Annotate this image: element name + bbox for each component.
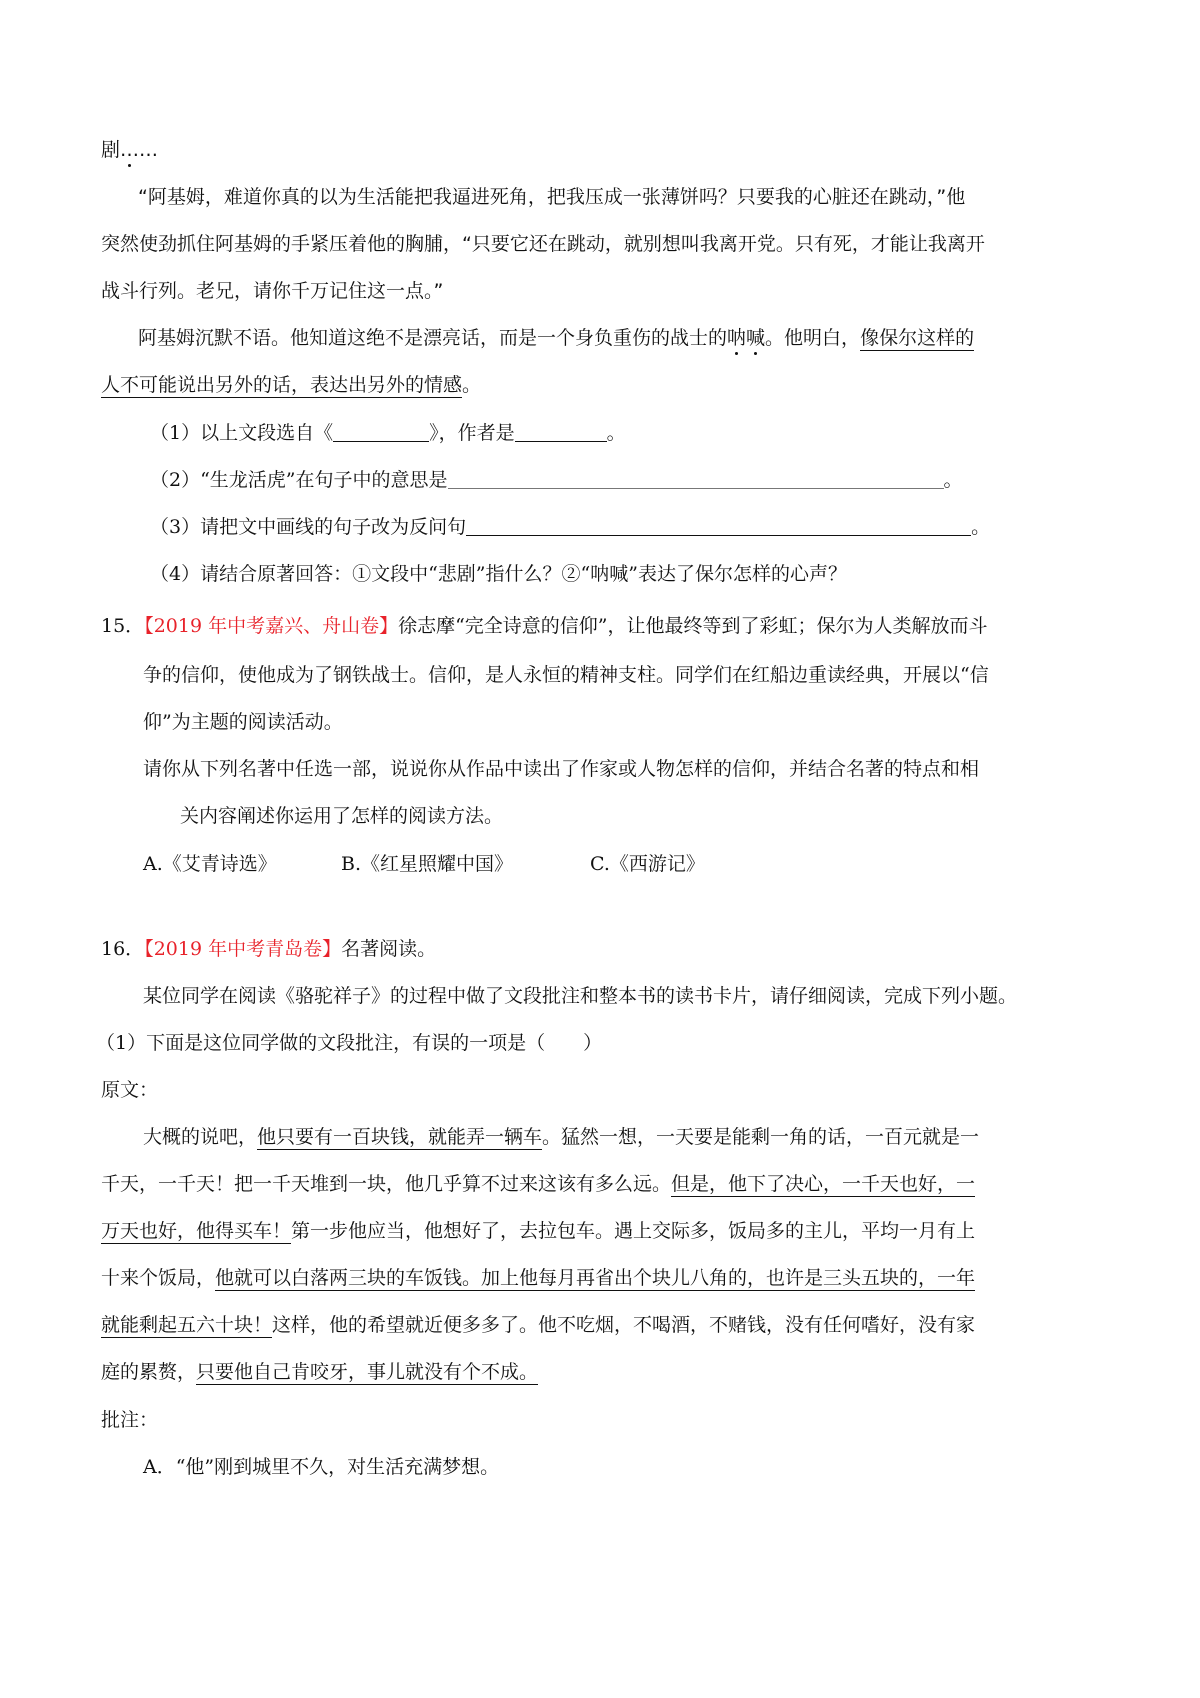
passage-line: 万天也好，他得买车！第一步他应当，他想好了，去拉包车。遇上交际多，饭局多的主儿，平均一月有上 — [101, 1220, 976, 1242]
answer-blank[interactable] — [466, 515, 971, 536]
sub-question-1: （1）下面是这位同学做的文段批注，有误的一项是（ ） — [96, 1032, 603, 1054]
emphasis-dot-char: 喊 — [746, 327, 766, 349]
option-a: A.《艾青诗选》 — [143, 853, 277, 875]
passage-line: 人不可能说出另外的话，表达出另外的情感。 — [101, 374, 482, 396]
answer-blank[interactable] — [448, 468, 944, 489]
answer-blank[interactable] — [515, 421, 607, 442]
original-text-label: 原文： — [101, 1079, 159, 1101]
question-line: 仰”为主题的阅读活动。 — [143, 711, 343, 733]
passage-line: 大概的说吧，他只要有一百块钱，就能弄一辆车。猛然一想，一天要是能剩一角的话，一百元就是一 — [143, 1126, 980, 1148]
underlined-sentence: 他就可以白落两三块的车饭钱。加上他每月再省出个块儿八角的，也许是三头五块的，一年 — [215, 1267, 976, 1289]
passage-line: 庭的累赘，只要他自己肯咬牙，事儿就没有个不成。 — [101, 1361, 539, 1383]
passage-line: 阿基姆沉默不语。他知道这绝不是漂亮话，而是一个身负重伤的战士的呐喊。他明白，像保尔这样的 — [138, 327, 975, 349]
question-14-2: （2）“生龙活虎”在句子中的意思是 。 — [150, 469, 963, 491]
question-16-title: 16．【2019 年中考青岛卷】名著阅读。 — [101, 938, 437, 960]
passage-line: 突然使劲抓住阿基姆的手紧压着他的胸脯，“只要它还在跳动，就别想叫我离开党。只有死，才能让我离开 — [101, 233, 985, 255]
underlined-sentence: 他只要有一百块钱，就能弄一辆车 — [257, 1126, 543, 1148]
underlined-sentence: 就能剩起五六十块！ — [101, 1314, 273, 1336]
question-15-title: 15．【2019 年中考嘉兴、舟山卷】徐志摩“完全诗意的信仰”，让他最终等到了彩虹；保尔为人类解放而斗 — [101, 615, 988, 637]
underlined-sentence: 只要他自己肯咬牙，事儿就没有个不成。 — [196, 1361, 539, 1383]
option-b: B.《红星照耀中国》 — [341, 853, 514, 875]
answer-blank[interactable] — [333, 421, 429, 442]
question-number: 15． — [101, 615, 145, 637]
underlined-sentence: 但是，他下了决心，一千天也好，一 — [671, 1173, 976, 1195]
question-number: 16． — [101, 938, 145, 960]
question-14-3: （3）请把文中画线的句子改为反问句 。 — [150, 516, 991, 538]
question-line: 争的信仰，使他成为了钢铁战士。信仰，是人永恒的精神支柱。同学们在红船边重读经典，开展以“信 — [143, 664, 989, 686]
exam-source: 【2019 年中考嘉兴、舟山卷】 — [144, 615, 399, 637]
passage-line — [101, 136, 158, 164]
exam-source: 【2019 年中考青岛卷】 — [144, 938, 342, 960]
underlined-sentence: 像保尔这样的 — [860, 327, 975, 349]
passage-line: “阿基姆，难道你真的以为生活能把我逼进死角，把我压成一张薄饼吗？只要我的心脏还在跳动，”他 — [138, 186, 966, 208]
question-line: 关内容阐述你运用了怎样的阅读方法。 — [180, 805, 504, 827]
annotation-a: A．“他”刚到城里不久，对生活充满梦想。 — [143, 1456, 500, 1478]
annotation-label: 批注： — [101, 1409, 159, 1431]
passage-line: 十来个饭局，他就可以白落两三块的车饭钱。加上他每月再省出个块儿八角的，也许是三头五块的，一年 — [101, 1267, 976, 1289]
question-14-4: （4）请结合原著回答：①文段中“悲剧”指什么？②“呐喊”表达了保尔怎样的心声？ — [150, 563, 847, 585]
option-c: C.《西游记》 — [590, 853, 705, 875]
emphasis-dot-char: 呐 — [727, 327, 747, 349]
passage-line: 就能剩起五六十块！这样，他的希望就近便多多了。他不吃烟，不喝酒，不赌钱，没有任何嗜好，没有家 — [101, 1314, 976, 1336]
underlined-sentence: 万天也好，他得买车！ — [101, 1220, 292, 1242]
passage-line: 战斗行列。老兄，请你千万记住这一点。” — [101, 280, 444, 302]
question-14-1: （1）以上文段选自《 》，作者是 。 — [150, 422, 626, 444]
question-line: 某位同学在阅读《骆驼祥子》的过程中做了文段批注和整本书的读书卡片，请仔细阅读，完成下列小题。 — [143, 985, 1018, 1007]
dotted-char: 剧…… — [101, 139, 159, 161]
underlined-sentence: 人不可能说出另外的话，表达出另外的情感 — [101, 374, 463, 396]
passage-line: 千天，一千天！把一千天堆到一块，他几乎算不过来这该有多么远。但是，他下了决心，一千天也好，一 — [101, 1173, 976, 1195]
question-line: 请你从下列名著中任选一部，说说你从作品中读出了作家或人物怎样的信仰，并结合名著的特点和相 — [143, 758, 980, 780]
